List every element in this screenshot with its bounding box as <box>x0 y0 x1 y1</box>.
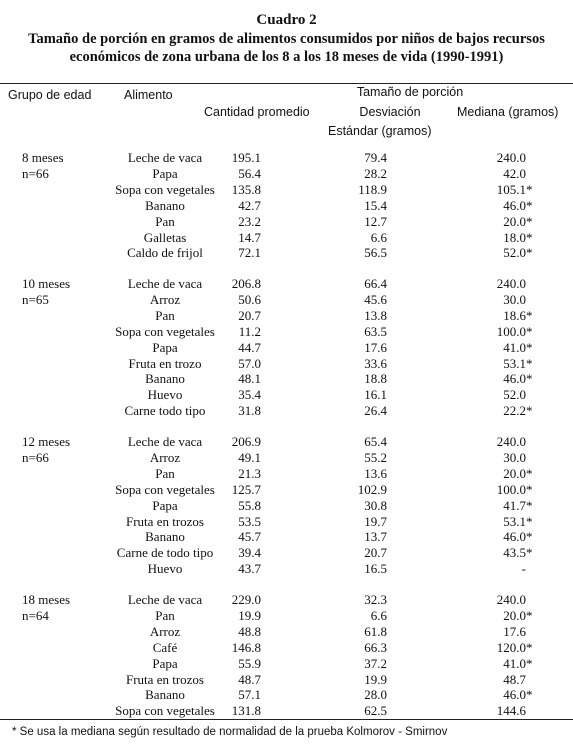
sd-cell: 26.4 <box>364 403 387 419</box>
sd-cell: 79.4 <box>364 150 387 165</box>
food-cell: Leche de vaca <box>127 592 203 607</box>
median-cell <box>503 545 534 561</box>
food-cell: Caldo de frijol <box>127 245 203 261</box>
median-value: 46.0 <box>503 197 526 213</box>
group-n-label: n=66 <box>22 165 49 181</box>
food-cell: Banano <box>145 529 185 545</box>
normality-mark: * <box>526 639 533 655</box>
group-n-label: n=64 <box>22 607 49 623</box>
food-cell: Pan <box>155 307 175 323</box>
mean-cell: 14.7 <box>238 229 261 245</box>
median-value: 22.2 <box>503 403 526 419</box>
sd-cell: 45.6 <box>364 291 387 307</box>
median-value: 41.0 <box>503 655 526 671</box>
mean-cell: 23.2 <box>238 213 261 229</box>
mean-cell: 56.4 <box>238 165 261 181</box>
median-value: 18.6 <box>503 307 526 323</box>
median-cell <box>497 640 534 656</box>
header-sd-line-2: Estándar (gramos) <box>328 124 432 138</box>
median-value: 46.0 <box>503 687 526 703</box>
food-cell: Leche de vaca <box>127 276 203 291</box>
food-cell: Banano <box>145 197 185 213</box>
median-value: 52.0 <box>503 245 526 261</box>
mean-cell: 55.9 <box>238 655 261 671</box>
group-age-label: 10 meses <box>22 276 71 291</box>
sd-cell: 37.2 <box>364 655 387 671</box>
mean-cell: 11.2 <box>238 323 261 339</box>
sd-cell: 16.1 <box>364 387 387 403</box>
median-cell <box>497 276 534 292</box>
food-cell: Fruta en trozos <box>126 513 204 529</box>
median-cell <box>503 387 534 403</box>
sd-cell: 13.8 <box>364 307 387 323</box>
sd-cell: 28.0 <box>364 687 387 703</box>
food-cell: Huevo <box>147 387 183 403</box>
median-value: 120.0 <box>496 639 526 655</box>
normality-mark: * <box>526 181 533 197</box>
median-cell <box>503 498 534 514</box>
header-food: Alimento <box>124 88 173 102</box>
normality-mark: * <box>526 229 533 245</box>
food-cell: Café <box>152 639 178 655</box>
normality-mark: * <box>526 465 533 481</box>
median-cell <box>503 292 534 308</box>
food-cell: Huevo <box>147 561 183 577</box>
header-median: Mediana (gramos) <box>457 105 559 119</box>
sd-cell: 13.6 <box>364 465 387 481</box>
median-cell <box>503 166 534 182</box>
table-title-line-1: Tamaño de porción en gramos de alimentos consumidos por niños de bajos recursos <box>28 31 545 47</box>
food-cell: Galletas <box>143 229 187 245</box>
mean-cell: 229.0 <box>231 592 261 607</box>
mean-cell: 206.9 <box>231 434 261 449</box>
sd-cell: 33.6 <box>364 355 387 371</box>
median-cell <box>503 230 534 246</box>
food-cell: Sopa con vegetales <box>115 323 215 339</box>
top-rule <box>0 83 573 84</box>
median-value: 30.0 <box>503 449 526 465</box>
food-cell: Papa <box>152 339 178 355</box>
median-value: 20.0 <box>503 465 526 481</box>
mean-cell: 48.8 <box>238 623 261 639</box>
sd-cell: 12.7 <box>364 213 387 229</box>
median-value: 240.0 <box>496 434 526 449</box>
mean-cell: 53.5 <box>238 513 261 529</box>
table-title <box>10 30 563 66</box>
food-cell: Sopa con vegetales <box>115 703 215 719</box>
mean-cell: 48.1 <box>238 371 261 387</box>
median-cell <box>503 340 534 356</box>
median-value: 46.0 <box>503 371 526 387</box>
mean-cell: 39.4 <box>238 545 261 561</box>
median-cell <box>503 656 534 672</box>
median-value: - <box>521 561 526 577</box>
median-value: 105.1 <box>496 181 526 197</box>
food-cell: Carne todo tipo <box>124 403 206 419</box>
normality-mark: * <box>526 497 533 513</box>
sd-cell: 16.5 <box>364 561 387 577</box>
mean-cell: 57.0 <box>238 355 261 371</box>
normality-mark: * <box>526 245 533 261</box>
normality-mark: * <box>526 607 533 623</box>
median-cell <box>503 403 534 419</box>
median-value: 48.7 <box>503 671 526 687</box>
normality-mark: * <box>526 403 533 419</box>
food-cell: Arroz <box>149 291 181 307</box>
median-cell <box>497 592 534 608</box>
normality-mark: * <box>526 339 533 355</box>
group-age-label: 12 meses <box>22 434 71 449</box>
food-cell: Fruta en trozos <box>126 671 204 687</box>
mean-cell: 43.7 <box>238 561 261 577</box>
median-cell <box>503 198 534 214</box>
mean-cell: 57.1 <box>238 687 261 703</box>
median-value: 17.6 <box>503 623 526 639</box>
median-value: 100.0 <box>496 323 526 339</box>
sd-cell: 18.8 <box>364 371 387 387</box>
sd-cell: 61.8 <box>364 623 387 639</box>
sd-cell: 6.6 <box>370 229 387 245</box>
mean-cell: 49.1 <box>238 449 261 465</box>
mean-cell: 20.7 <box>238 307 261 323</box>
normality-mark: * <box>526 545 533 561</box>
footnote: * Se usa la mediana según resultado de normalidad de la prueba Kolmorov - Smirnov <box>12 726 448 738</box>
median-value: 46.0 <box>503 529 526 545</box>
header-portion-size: Tamaño de porción <box>356 85 464 99</box>
median-cell <box>503 214 534 230</box>
normality-mark: * <box>526 355 533 371</box>
sd-cell: 118.9 <box>358 181 387 197</box>
normality-mark: * <box>526 513 533 529</box>
sd-cell: 62.5 <box>364 703 387 719</box>
food-cell: Carne de todo tipo <box>116 545 214 561</box>
food-cell: Pan <box>155 465 175 481</box>
mean-cell: 146.8 <box>231 639 261 655</box>
group-age-label: 18 meses <box>22 592 71 607</box>
sd-cell: 55.2 <box>364 449 387 465</box>
median-cell <box>503 687 534 703</box>
median-cell <box>497 324 534 340</box>
median-cell <box>503 450 534 466</box>
sd-cell: 63.5 <box>364 323 387 339</box>
median-cell <box>503 624 534 640</box>
sd-cell: 30.8 <box>364 497 387 513</box>
median-cell <box>503 356 534 372</box>
sd-cell: 102.9 <box>357 481 387 497</box>
median-value: 144.6 <box>496 703 526 719</box>
food-cell: Pan <box>155 607 175 623</box>
sd-cell: 66.4 <box>364 276 387 291</box>
median-cell <box>497 434 534 450</box>
sd-cell: 66.3 <box>364 639 387 655</box>
food-cell: Sopa con vegetales <box>115 181 215 197</box>
sd-cell: 19.7 <box>364 513 387 529</box>
mean-cell: 55.8 <box>238 497 261 513</box>
median-value: 240.0 <box>496 592 526 607</box>
normality-mark: * <box>526 655 533 671</box>
food-cell: Sopa con vegetales <box>115 481 215 497</box>
mean-cell: 21.3 <box>238 465 261 481</box>
sd-cell: 19.9 <box>364 671 387 687</box>
mean-cell: 19.9 <box>238 607 261 623</box>
median-value: 53.1 <box>503 355 526 371</box>
normality-mark: * <box>526 197 533 213</box>
food-cell: Pan <box>155 213 175 229</box>
sd-cell: 6.6 <box>370 607 387 623</box>
food-cell: Papa <box>152 165 178 181</box>
median-value: 52.0 <box>503 387 526 403</box>
median-value: 41.0 <box>503 339 526 355</box>
bottom-rule <box>0 719 573 720</box>
median-cell <box>497 482 534 498</box>
median-value: 53.1 <box>503 513 526 529</box>
median-cell <box>503 308 534 324</box>
sd-cell: 56.5 <box>364 245 387 261</box>
sd-cell: 20.7 <box>364 545 387 561</box>
food-cell: Leche de vaca <box>127 150 203 165</box>
median-cell <box>503 672 534 688</box>
median-cell <box>522 561 534 577</box>
group-n-label: n=66 <box>22 449 49 465</box>
group-age-label: 8 meses <box>22 150 64 165</box>
table-title-line-2: económicos de zona urbana de los 8 a los 18 meses de vida (1990-1991) <box>69 49 504 65</box>
median-value: 20.0 <box>503 213 526 229</box>
median-value: 240.0 <box>496 150 526 165</box>
mean-cell: 35.4 <box>238 387 261 403</box>
median-cell <box>497 182 534 198</box>
mean-cell: 135.8 <box>231 181 261 197</box>
mean-cell: 195.1 <box>231 150 261 165</box>
normality-mark: * <box>526 687 533 703</box>
mean-cell: 131.8 <box>231 703 261 719</box>
sd-cell: 17.6 <box>364 339 387 355</box>
food-cell: Papa <box>152 497 178 513</box>
normality-mark: * <box>526 371 533 387</box>
food-cell: Banano <box>145 687 185 703</box>
group-n-label: n=65 <box>22 291 49 307</box>
median-cell <box>503 371 534 387</box>
mean-cell: 42.7 <box>238 197 261 213</box>
median-value: 20.0 <box>503 607 526 623</box>
median-cell <box>503 245 534 261</box>
median-value: 100.0 <box>496 481 526 497</box>
sd-cell: 28.2 <box>364 165 387 181</box>
median-value: 18.0 <box>503 229 526 245</box>
normality-mark: * <box>526 307 533 323</box>
median-value: 41.7 <box>503 497 526 513</box>
mean-cell: 125.7 <box>231 481 261 497</box>
header-sd-line-1: Desviación <box>359 105 421 119</box>
food-cell: Arroz <box>149 623 181 639</box>
normality-mark: * <box>526 323 533 339</box>
table-number: Cuadro 2 <box>256 12 317 28</box>
mean-cell: 206.8 <box>231 276 261 291</box>
median-cell <box>503 608 534 624</box>
sd-cell: 65.4 <box>364 434 387 449</box>
sd-cell: 32.3 <box>364 592 387 607</box>
median-value: 42.0 <box>503 165 526 181</box>
normality-mark: * <box>526 481 533 497</box>
median-value: 30.0 <box>503 291 526 307</box>
median-cell <box>503 529 534 545</box>
food-cell: Fruta en trozo <box>128 355 202 371</box>
food-cell: Banano <box>145 371 185 387</box>
mean-cell: 50.6 <box>238 291 261 307</box>
food-cell: Papa <box>152 655 178 671</box>
normality-mark: * <box>526 213 533 229</box>
sd-cell: 15.4 <box>364 197 387 213</box>
header-age-group: Grupo de edad <box>8 88 92 102</box>
mean-cell: 45.7 <box>238 529 261 545</box>
mean-cell: 48.7 <box>238 671 261 687</box>
median-cell <box>503 514 534 530</box>
sd-cell: 13.7 <box>364 529 387 545</box>
mean-cell: 72.1 <box>238 245 261 261</box>
mean-cell: 31.8 <box>238 403 261 419</box>
food-cell: Leche de vaca <box>127 434 203 449</box>
mean-cell: 44.7 <box>238 339 261 355</box>
header-mean: Cantidad promedio <box>204 105 310 119</box>
median-cell <box>497 703 534 719</box>
median-cell <box>497 150 534 166</box>
food-cell: Arroz <box>149 449 181 465</box>
median-value: 43.5 <box>503 545 526 561</box>
median-value: 240.0 <box>496 276 526 291</box>
normality-mark: * <box>526 529 533 545</box>
median-cell <box>503 466 534 482</box>
